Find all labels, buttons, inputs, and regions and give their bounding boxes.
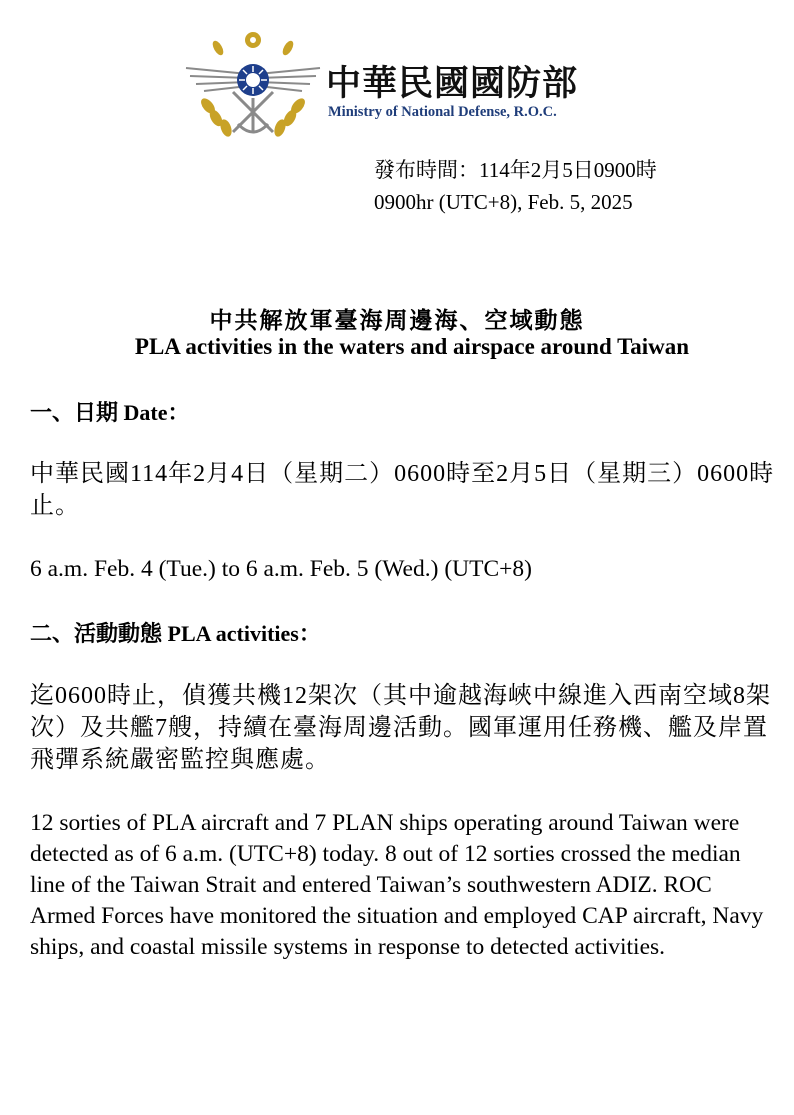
- org-name-en: Ministry of National Defense, R.O.C.: [328, 104, 557, 120]
- release-time-en: 0900hr (UTC+8), Feb. 5, 2025: [374, 190, 633, 214]
- mnd-emblem-icon: [178, 28, 328, 146]
- section-activities-body-zh: 迄0600時止，偵獲共機12架次（其中逾越海峽中線進入西南空域8架次）及共艦7艘，持續在臺海周邊活動。國軍運用任務機、艦及岸置飛彈系統嚴密監控與應處。: [30, 683, 771, 773]
- letterhead: [178, 28, 638, 148]
- section-activities-heading: 二、活動動態 PLA activities：: [30, 621, 321, 646]
- org-name-zh: 中華民國國防部: [326, 64, 579, 104]
- release-time-zh: 發布時間：114年2月5日0900時: [374, 158, 657, 182]
- document-title-zh: 中共解放軍臺海周邊海、空域動態: [209, 308, 585, 333]
- release-time: [374, 154, 657, 218]
- document-title-en: PLA activities in the waters and airspace around Taiwan: [134, 334, 690, 359]
- section-date-body-zh: 中華民國114年2月4日（星期二）0600時至2月5日（星期三）0600時止。: [30, 461, 775, 519]
- section-date-body-en: 6 a.m. Feb. 4 (Tue.) to 6 a.m. Feb. 5 (Wed.) (UTC+8): [30, 556, 532, 582]
- section-date-heading: 一、日期 Date：: [30, 400, 190, 425]
- section-activities-body-en: 12 sorties of PLA aircraft and 7 PLAN ships operating around Taiwan were detected as of 6 a.m. (UTC+8) today. 8 out of 12 sorties crossed the median line of the Taiwan Strait and entered Taiwan’s southwestern ADIZ. ROC Armed Forces have monitored the situation and employed CAP aircraft, Navy ships, and coastal missile systems in response to detected activities.: [30, 810, 764, 960]
